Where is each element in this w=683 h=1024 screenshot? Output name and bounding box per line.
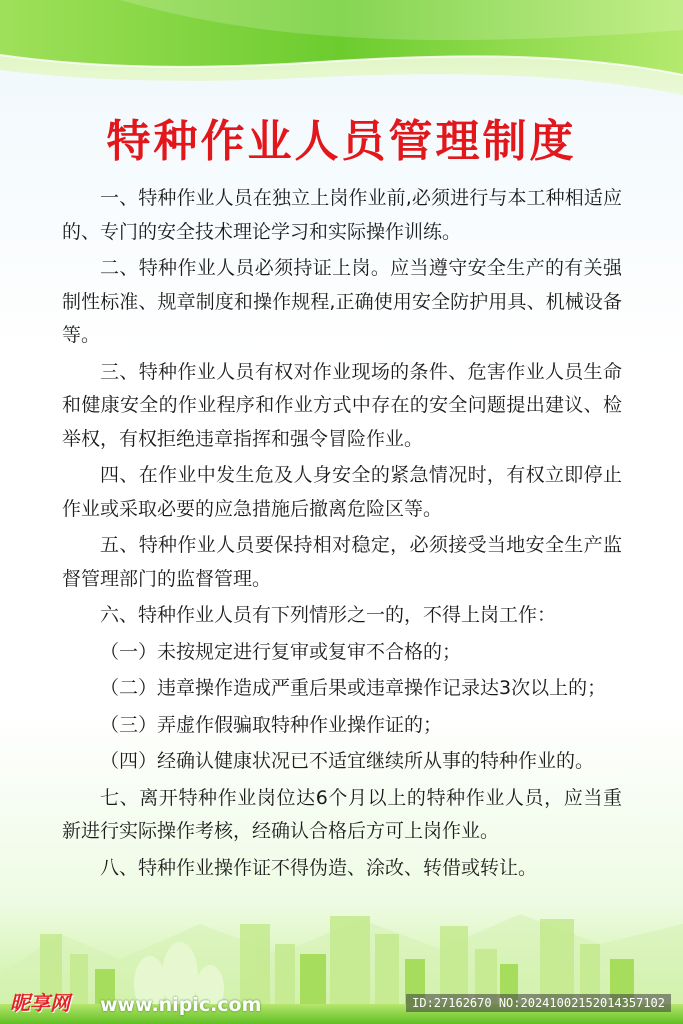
- top-green-wave: [0, 0, 683, 120]
- watermark-url: www.nipic.com: [100, 994, 262, 1016]
- poster-title: 特种作业人员管理制度: [106, 116, 577, 167]
- paragraph-7: 七、离开特种作业岗位达6个月以上的特种作业人员，应当重新进行实际操作考核，经确认合格后方可上岗作业。: [62, 786, 622, 842]
- paragraph-6-item-2: （二）违章操作造成严重后果或违章操作记录达3次以上的；: [100, 677, 607, 699]
- watermark-logo: 昵享网: [10, 991, 70, 1015]
- paragraph-5: 五、特种作业人员要保持相对稳定，必须接受当地安全生产监督管理部门的监督管理。: [62, 534, 622, 590]
- paragraph-8: 八、特种作业操作证不得伪造、涂改、转借或转让。: [100, 856, 538, 879]
- paragraph-2: 二、特种作业人员必须持证上岗。应当遵守安全生产的有关强制性标准、规章制度和操作规程,正确使用安全防护用具、机械设备等。: [62, 257, 622, 346]
- paragraph-1: 一、特种作业人员在独立上岗作业前,必须进行与本工种相适应的、专门的安全技术理论学习和实际操作训练。: [62, 187, 622, 243]
- paragraph-4: 四、在作业中发生危及人身安全的紧急情况时，有权立即停止作业或采取必要的应急措施后撤离危险区等。: [62, 464, 622, 520]
- paragraph-6-item-4: （四）经确认健康状况已不适宜继续所从事的特种作业的。: [100, 750, 595, 772]
- watermark-id: ID:27162670 NO:20241002152014357102: [406, 994, 671, 1012]
- paragraph-6: 六、特种作业人员有下列情形之一的，不得上岗工作：: [100, 604, 557, 626]
- paragraph-6-item-3: （三）弄虚作假骗取特种作业操作证的；: [100, 713, 443, 736]
- paragraph-3: 三、特种作业人员有权对作业现场的条件、危害作业人员生命和健康安全的作业程序和作业方式中存在的安全问题提出建议、检举权，有权拒绝违章指挥和强令冒险作业。: [62, 360, 622, 450]
- paragraph-6-item-1: （一）未按规定进行复审或复审不合格的；: [100, 640, 462, 663]
- regulation-body: [62, 182, 622, 888]
